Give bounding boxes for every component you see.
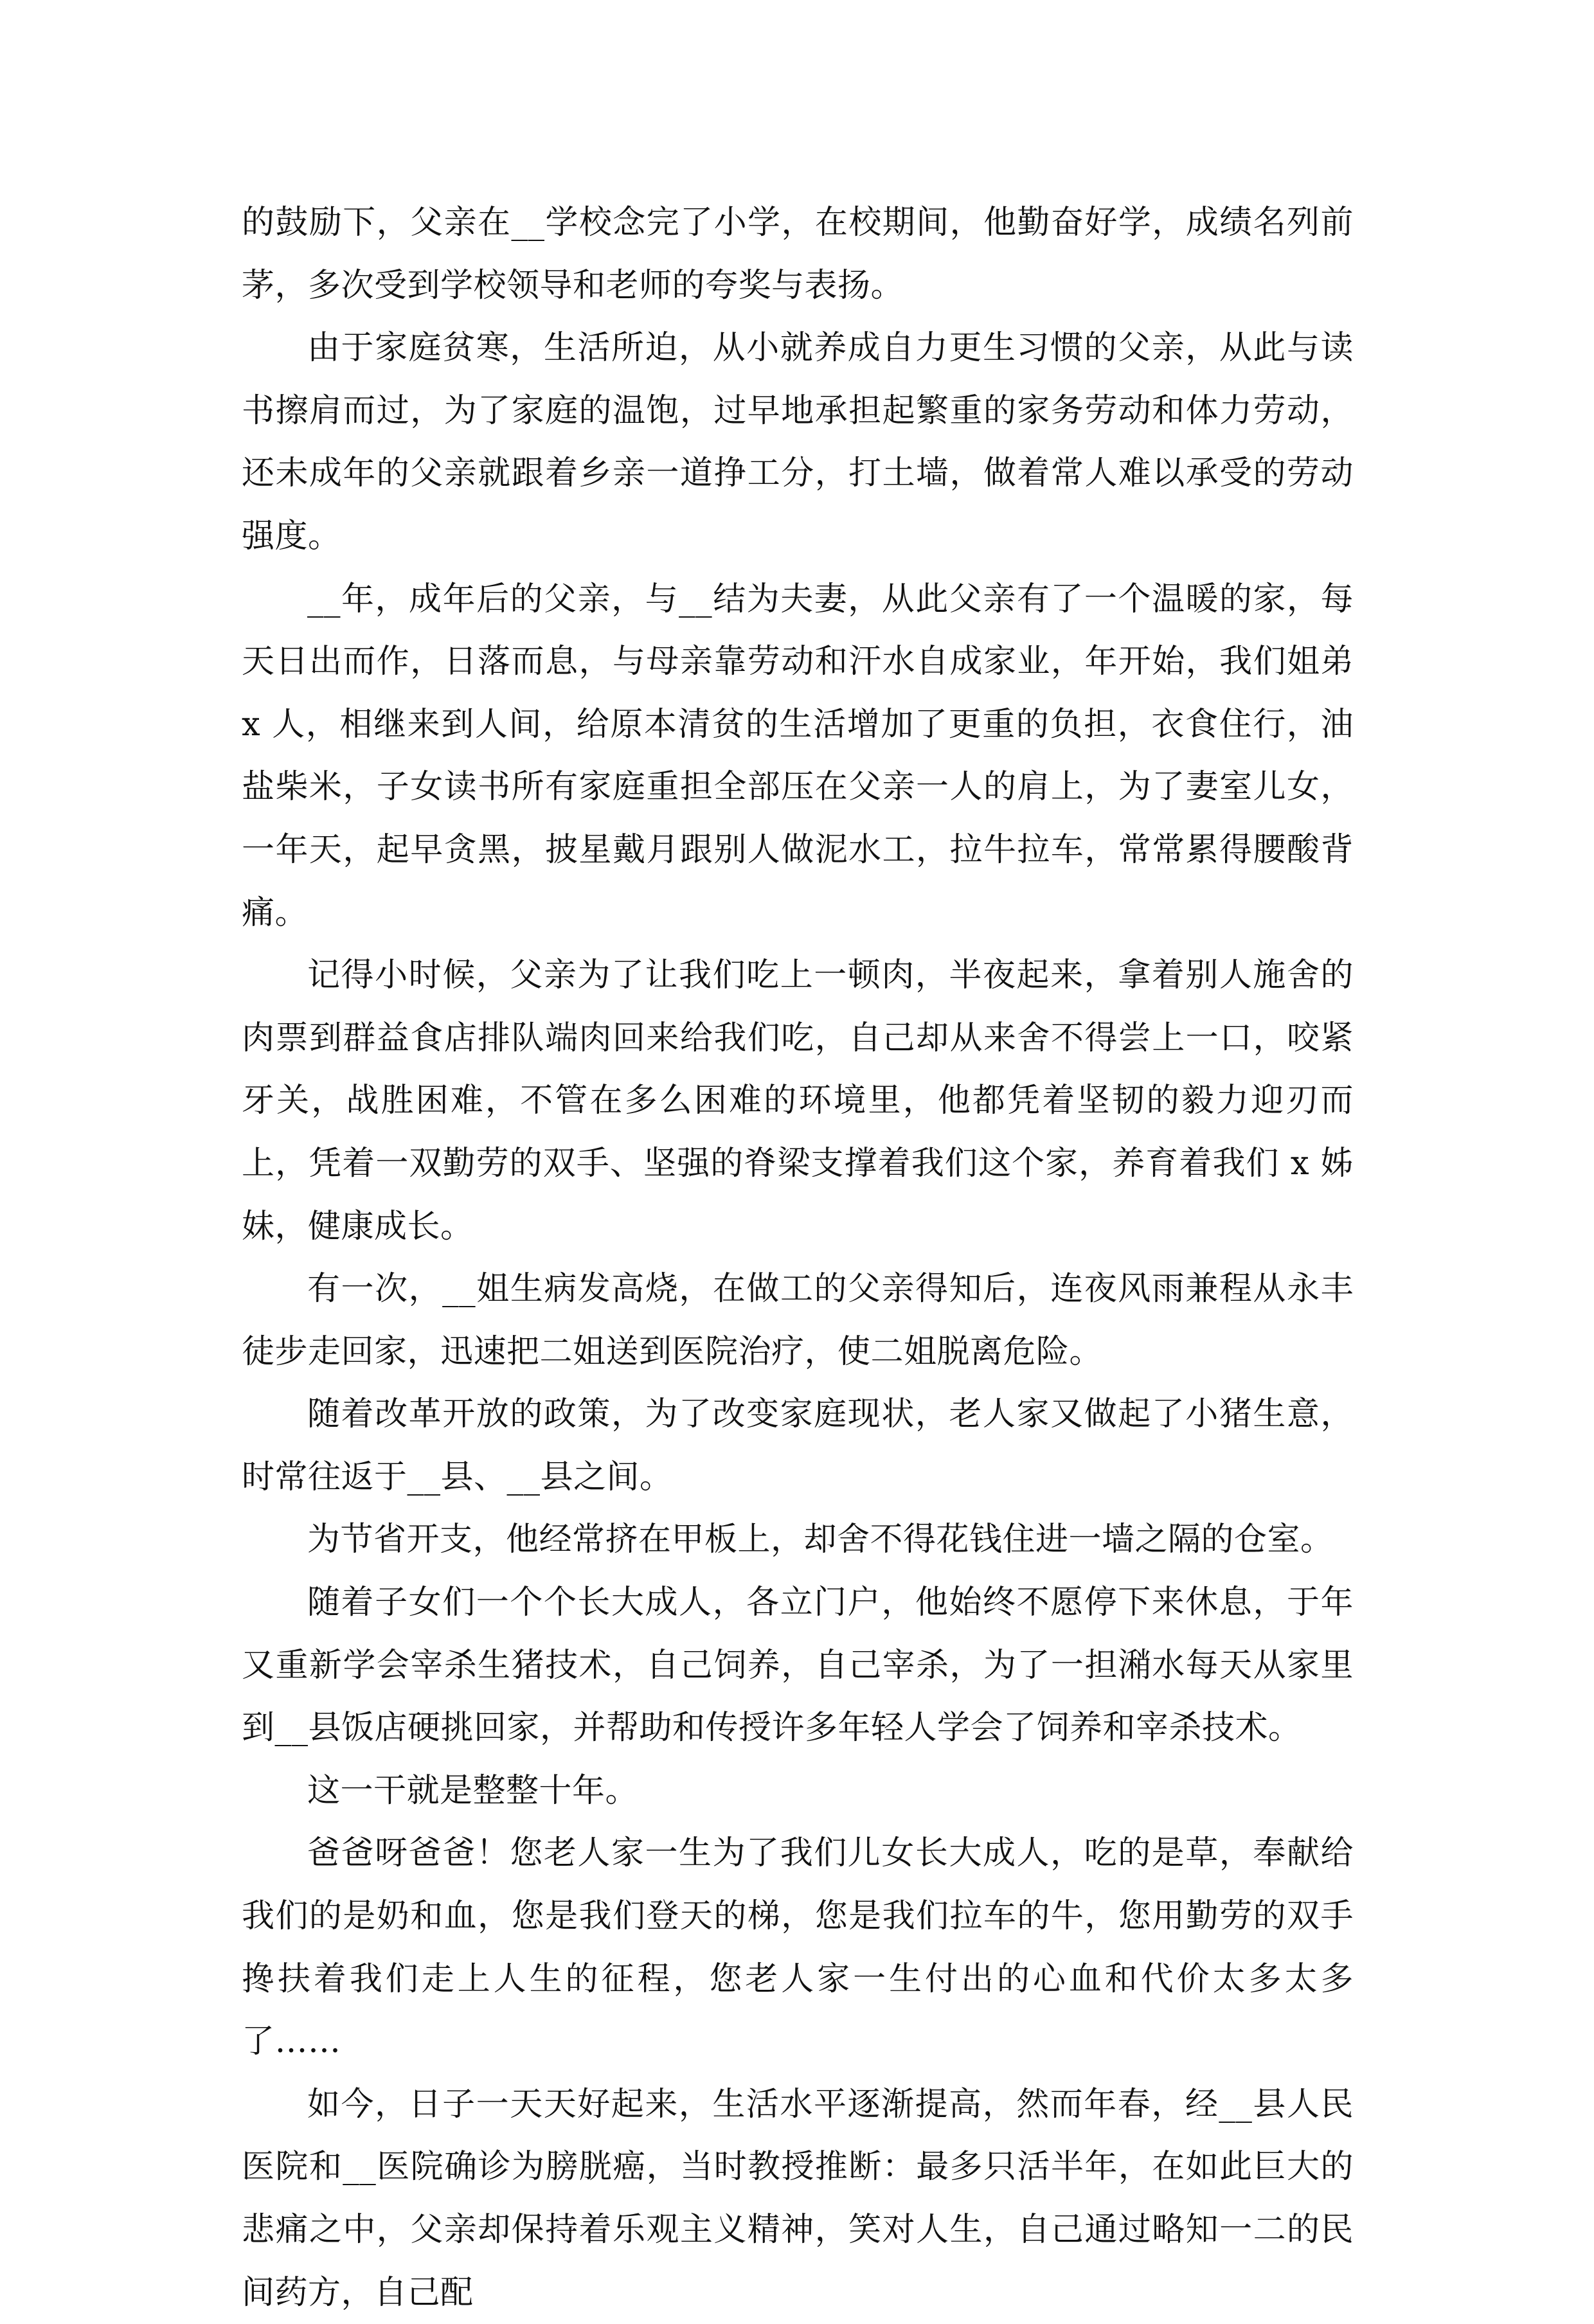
paragraph-1: 的鼓励下，父亲在__学校念完了小学，在校期间，他勤奋好学，成绩名列前茅，多次受到学校领导和老师的夸奖与表扬。 bbox=[242, 204, 1354, 305]
paragraph-9: 这一干就是整整十年。 bbox=[307, 1771, 639, 1810]
paragraph-2: 由于家庭贫寒，生活所迫，从小就养成自力更生习惯的父亲，从此与读书擦肩而过，为了家庭的温饱，过早地承担起繁重的家务劳动和体力劳动，还未成年的父亲就跟着乡亲一道挣工分，打土墙，做着常人难以承受的劳动强度。 bbox=[242, 329, 1354, 555]
paragraph-6: 随着改革开放的政策，为了改变家庭现状，老人家又做起了小猪生意，时常往返于__县、__县之间。 bbox=[242, 1395, 1354, 1496]
document-body bbox=[242, 192, 1354, 2324]
paragraph-3: __年，成年后的父亲，与__结为夫妻，从此父亲有了一个温暖的家，每天日出而作，日落而息，与母亲靠劳动和汗水自成家业，年开始，我们姐弟 x 人，相继来到人间，给原本清贫的生活增加了更重的负担，衣食住行，油盐柴米，子女读书所有家庭重担全部压在父亲一人的肩上，为了妻室儿女，一年天，起早贪黑，披星戴月跟别人做泥水工，拉牛拉车，常常累得腰酸背痛。 bbox=[242, 580, 1354, 932]
paragraph-10: 爸爸呀爸爸！您老人家一生为了我们儿女长大成人，吃的是草，奉献给我们的是奶和血，您是我们登天的梯，您是我们拉车的牛，您用勤劳的双手搀扶着我们走上人生的征程，您老人家一生付出的心血和代价太多太多了…… bbox=[242, 1834, 1354, 2061]
paragraph-11: 如今，日子一天天好起来，生活水平逐渐提高，然而年春，经__县人民医院和__医院确诊为膀胱癌，当时教授推断：最多只活半年，在如此巨大的悲痛之中，父亲却保持着乐观主义精神，笑对人生，自己通过略知一二的民间药方，自己配 bbox=[242, 2085, 1354, 2312]
paragraph-4: 记得小时候，父亲为了让我们吃上一顿肉，半夜起来，拿着别人施舍的肉票到群益食店排队端肉回来给我们吃，自己却从来舍不得尝上一口，咬紧牙关，战胜困难，不管在多么困难的环境里，他都凭着坚韧的毅力迎刃而上，凭着一双勤劳的双手、坚强的脊梁支撑着我们这个家，养育着我们 x 姊妹，健康成长。 bbox=[242, 956, 1354, 1246]
paragraph-7: 为节省开支，他经常挤在甲板上，却舍不得花钱住进一墙之隔的仓室。 bbox=[307, 1521, 1334, 1559]
paragraph-5: 有一次，__姐生病发高烧，在做工的父亲得知后，连夜风雨兼程从永丰徒步走回家，迅速把二姐送到医院治疗，使二姐脱离危险。 bbox=[242, 1270, 1354, 1371]
paragraph-8: 随着子女们一个个长大成人，各立门户，他始终不愿停下来休息，于年又重新学会宰杀生猪技术，自己饲养，自己宰杀，为了一担潲水每天从家里到__县饭店硬挑回家，并帮助和传授许多年轻人学会了饲养和宰杀技术。 bbox=[242, 1584, 1354, 1747]
